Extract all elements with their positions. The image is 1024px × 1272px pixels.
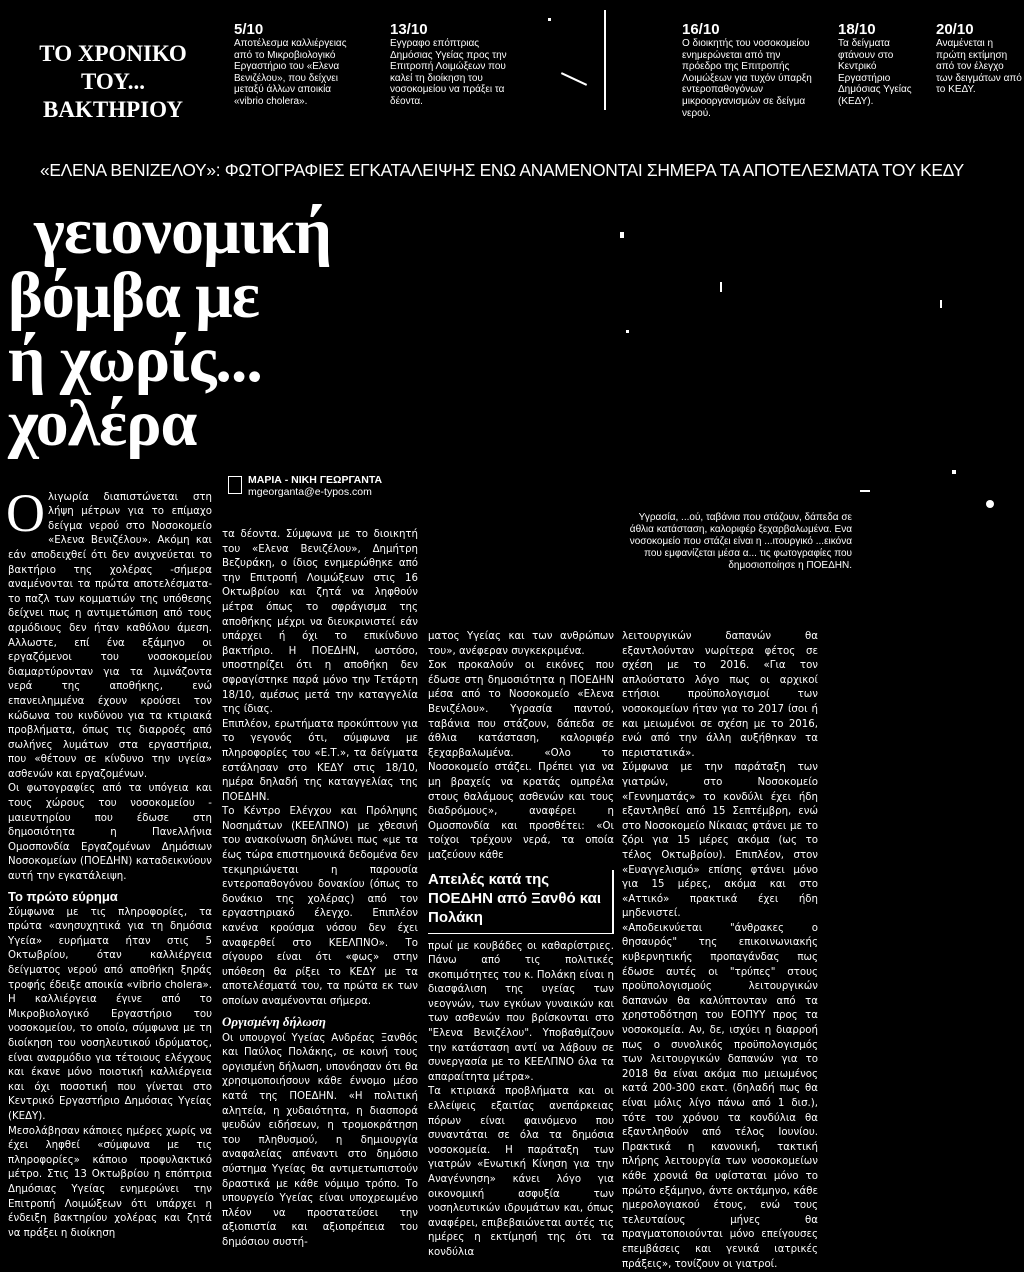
pullbox-title: Απειλές κατά της ΠΟΕΔΗΝ από Ξανθό και Πολάκη: [428, 870, 602, 926]
column-2: [222, 528, 418, 1251]
timeline-entry: [390, 22, 510, 108]
column-3: [428, 630, 614, 1261]
timeline-date: 5/10: [234, 21, 264, 38]
col4-body: λειτουργικών δαπανών θα εξαντλούνταν νωρίτερα φέτος σε σχέση με το 2016. «Για τον απλούστατο λόγο πως οι αρχικοί ετήσιοι προϋπολογισμοί των νοσοκομείων ήταν για το 2017 ίσοι ή και μειωμένοι σε σχέση με το 2016, ενώ από την άλλη αυξήθηκαν τα περιστατικά». Σύμφωνα με την παράταξη των γιατρών, στο Νοσοκομείο «Γεννηματάς» το κονδύλι έχει ήδη εξαντληθεί από 15 Σεπτέμβρη, ενώ στο Νοσοκομείο Νίκαιας φτάνει με το ζόρι για 15 μέρες ακόμα (ως το τέλος Οκτωβρίου). Επιπλέον, στον «Ευαγγελισμό» επίσης φτάνει μόνο για 15 μέρες, ακόμα και στο «Αττικό» πρακτικά έχει ήδη μηδενιστεί. «Αποδεικνύεται "άνθρακες ο θησαυρός" της επικοινωνιακής κυβερνητικής προπαγάνδας πως έδωσε αυτές οι "τρύπες" στους προϋπολογισμούς λειτουργικών δαπανών θα καλύπτονταν από τα χρηστοδότηση του ΕΟΠΥΥ προς τα νοσοκομεία. Αν, δε, ισχύει η διαρροή πως ο συνολικός προϋπολογισμός των λειτουργικών δαπανών για το 2018 θα είναι ακόμα πιο μειωμένος κατά 200-300 εκατ. (δηλαδή πως θα είναι μόλις λίγο πάνω από 1 δισ.), τότε του χρόνου τα κονδύλια θα εξαντληθούν από τέλος Ιουνίου. Πρακτικά η κανονική, τακτική πλήρης λειτουργία των νοσοκομείων κάθε χρονιά θα υφίσταται μόνο το πρώτο εξάμηνο, άντε οκτάμηνο, κάθε ημερολογιακού έτους, ενώ τους τελευταίους μήνες θα πραγματοποιούνται μόνο επείγουσες επεμβάσεις και γενικά ιατρικές πράξεις», τονίζουν οι γιατροί.: [622, 631, 818, 1270]
photo-caption: Υγρασία, ...ού, ταβάνια που στάζουν, δάπεδα σε άθλια κατάσταση, καλοριφέρ ξεχαρβαλωμένα. Ενα νοσοκομείο που στάζει είναι η ...ιτουργικό ...εικόνα που εμφανίζεται μέσα α... τις φωτογραφίες που δημοσιοποίησε η ΠΟΕΔΗΝ.: [629, 512, 852, 571]
byline: [228, 474, 428, 498]
column-4: [622, 630, 818, 1272]
chronicle-kicker: ΤΟ ΧΡΟΝΙΚΟ ΤΟΥ... ΒΑΚΤΗΡΙΟΥ: [39, 41, 187, 122]
image-artifact: [561, 72, 587, 86]
column-1: [8, 476, 212, 1241]
article-kicker: «ΕΛΕΝΑ ΒΕΝΙΖΕΛΟΥ»: ΦΩΤΟΓΡΑΦΙΕΣ ΕΓΚΑΤΑΛΕΙΨΗΣ ΕΝΩ ΑΝΑΜΕΝΟΝΤΑΙ ΣΗΜΕΡΑ ΤΑ ΑΠΟΤΕΛΕΣΜΑΤΑ ΤΟΥ ΚΕΔΥ: [40, 160, 964, 180]
timeline-date: 13/10: [390, 21, 428, 38]
col3-body2: πρωί με κουβάδες οι καθαρίστριες. Πάνω από τις πολιτικές σκοπιμότητες του κ. Πολάκη είναι η διασφάλιση της υγείας των νεογνών, των εγκύων γυναικών και των ασθενών που βρίσκονται στο "Ελενα Βενιζέλου". Υποβαθμίζουν την κατάσταση αντί να λάβουν σε συνεργασία με το ΚΕΕΛΠΝΟ όλα τα απαραίτητα μέτρα». Τα κτιριακά προβλήματα και οι ελλείψεις εξαιτίας ανεπάρκειας πόρων είναι φαινόμενο που συναντάται σε όλα τα δημόσια νοσοκομεία. Η παράταξη των γιατρών «Ενωτική Κίνηση για την Αναγέννηση» κάνει λόγο για οικονομική ασφυξία των νοσηλευτικών ιδρυμάτων και, όπως αναφέρει, επιβεβαιώνεται αυτές τις ημέρες η εκτίμησή της ότι τα κονδύλια: [428, 940, 614, 1258]
timeline-text: Εγγραφο επόπτριας Δημόσιας Υγείας προς την Επιτροπή Λοιμώξεων που καλεί τη διοίκηση του νοσοκομείου να πράξει τα δέοντα.: [390, 38, 507, 107]
timeline-entry: [936, 22, 1022, 96]
headline-line: γειονομική: [34, 195, 332, 268]
col1-body: Σύμφωνα με τις πληροφορίες, τα πρώτα «ανησυχητικά για τη δημόσια Υγεία» ευρήματα ήταν στις 5 Οκτωβρίου, όταν καλλιέργεια δείγματος νερού από αποθήκη ξηράς τροφής έδειξε αποικία «vibrio cholera». Η καλλιέργεια έγινε από το Μικροβιολογικό Εργαστήριο του νοσοκομείου, το οποίο, σύμφωνα με τη διοίκηση του νοσηλευτικού ιδρύματος, είναι αναρμόδιο για τέτοιους ελέγχους και έκανε μόνο ποιοτική καλλιέργεια και όχι ποσοτική που γίνεται στο Κεντρικό Εργαστήριο Δημόσιας Υγείας (ΚΕΔΥ). Μεσολάβησαν κάποιες ημέρες χωρίς να έχει ληφθεί «σύμφωνα με τις πληροφορίες» κάποιο προφυλακτικό μέτρο. Στις 13 Οκτωβρίου η επόπτρια Δημόσιας Υγείας ενημερώνει την Επιτροπή Λοιμώξεων ότι υπάρχει η ένδειξη βακτηρίου χολέρας και ζητά να πράξει η διοίκηση: [8, 906, 212, 1239]
image-artifact: [620, 232, 624, 238]
timeline-entry: [838, 22, 920, 108]
headline-line: χολέρα: [8, 387, 197, 460]
col2-subhead: Οργισμένη δήλωση: [222, 1013, 326, 1029]
timeline-date: 18/10: [838, 21, 876, 38]
headline-line: βόμβα με: [8, 259, 259, 332]
image-artifact: [720, 282, 722, 292]
image-artifact: [952, 470, 956, 474]
dropcap: Ο: [6, 482, 45, 543]
timeline-date: 20/10: [936, 21, 974, 38]
timeline-text: Αναμένεται η πρώτη εκτίμηση από τον έλεγχο των δειγμάτων από το ΚΕΔΥ.: [936, 38, 1022, 96]
image-artifact: [548, 18, 551, 21]
image-artifact: [986, 500, 994, 508]
col1-intro: λιγωρία διαπιστώνεται στη λήψη μέτρων για το επίμαχο δείγμα νερού στο Νοσοκομείο «Ελενα Βενιζέλου». Ακόμη και εάν αποδειχθεί ότι δεν ανιχνεύεται το βακτήριο της χολέρας -σήμερα αναμένονται τα πρώτα αποτελέσματα- το παζλ των κομματιών της υπόθεσης δείχνει πως η αντιμετώπιση από τους αρμόδιους δεν ήταν καθόλου άμεση. Αλλωστε, επί ένα εξάμηνο οι εργαζόμενοι του νοσοκομείου διαμαρτύρονταν για τα λιμνάζοντα νερά της αποθήκης, ενώ επανειλημμένα έχουν κρούσει τον κώδωνα του κινδύνου για τα κτιριακά προβλήματα, όπως τις διαρροές από σωλήνες λυμάτων στα εργαστήρια, που «θέτουν σε κίνδυνο την υγεία» ασθενών και εργαζομένων. Οι φωτογραφίες από τα υπόγεια και τους χώρους του νοσοκομείου - μαιευτηρίου που έδωσε στη δημοσιότητα η Πανελλήνια Ομοσπονδία Εργαζομένων Δημόσιων Νοσοκομείων (ΠΟΕΔΗΝ) καταδεικνύουν αυτή την εγκατάλειψη.: [8, 491, 212, 883]
author-email: mgeorganta@e-typos.com: [248, 486, 372, 498]
timeline-text: Τα δείγματα φτάνουν στο Κεντρικό Εργαστήριο Δημόσιας Υγείας (ΚΕΔΥ).: [838, 38, 912, 107]
timeline-entry: [682, 22, 812, 119]
author-icon: [228, 476, 242, 494]
timeline-text: Αποτέλεσμα καλλιέργειας από το Μικροβιολογικό Εργαστήριο του «Ελενα Βενιζέλου», που δείχνει μεταξύ άλλων αποικία «vibrio cholera».: [234, 38, 347, 107]
article-headline: [8, 195, 332, 460]
image-artifact: [940, 300, 942, 308]
col2-body: τα δέοντα. Σύμφωνα με το διοικητή του «Ελενα Βενιζέλου», Δημήτρη Βεζυράκη, ο ίδιος ενημερώθηκε από την Επιτροπή Λοιμώξεων στις 16 Οκτωβρίου και ζητά να ληφθούν μέτρα όπως το σφράγισμα της αποθήκης μέχρι να διευκρινιστεί εάν υπάρχει ή όχι το επικίνδυνο βακτήριο. Η ΠΟΕΔΗΝ, ωστόσο, υποστηρίζει ότι η αποθήκη δεν σφραγίστηκε παρά μόνο την Τετάρτη 18/10, αμέσως μετά την καταγγελία της ίδιας. Επιπλέον, ερωτήματα προκύπτουν για το γεγονός ότι, σύμφωνα με πληροφορίες του «Ε.Τ.», τα δείγματα εστάλησαν στο ΚΕΔΥ στις 18/10, ημέρα δηλαδή της καταγγελίας της ΠΟΕΔΗΝ. Το Κέντρο Ελέγχου και Πρόληψης Νοσημάτων (ΚΕΕΛΠΝΟ) με χθεσινή του ανακοίνωση δηλώνει πως «με τα έως τώρα επιστημονικά δεδομένα δεν τεκμηριώνεται η παρουσία εντεροπαθογόνου δονακίου (όπως το δονάκιο της χολέρας) από τον εργαστηριακό έλεγχο. Επιπλέον κανένα κρούσμα νόσου δεν έχει αναφερθεί στο ΚΕΕΛΠΝΟ». Το σίγουρο είναι ότι «φως» στην υπόθεση θα ρίξει το ΚΕΔΥ με τα αποτελέσματά του, τα πρώτα εκ των οποίων αναμένονται σήμερα.: [222, 529, 418, 1007]
col3-body: ματος Υγείας και των ανθρώπων του», ανέφεραν συγκεκριμένα. Σοκ προκαλούν οι εικόνες που έδωσε στη δημοσιότητα η ΠΟΕΔΗΝ μέσα από το Νοσοκομείο «Ελενα Βενιζέλου». Υγρασία παντού, ταβάνια που στάζουν, δάπεδα σε άθλια κατάσταση, καλοριφέρ ξεχαρβαλωμένα. «Ολο το Νοσοκομείο στάζει. Πρέπει για να μη βραχείς να κρατάς ομπρέλα στους θαλάμους ασθενών και τους διαδρόμους», αναφέρει η Ομοσπονδία και προσθέτει: «Οι τοίχοι τρέχουν νερά, τα οποία μαζεύουν κάθε: [428, 631, 614, 861]
image-artifact: [860, 490, 870, 492]
timeline-entry: [234, 22, 352, 108]
image-artifact: [604, 10, 606, 110]
author-name: ΜΑΡΙΑ - ΝΙΚΗ ΓΕΩΡΓΑΝΤΑ: [248, 474, 383, 486]
col3-pullbox: [428, 870, 614, 934]
col2-body2: Οι υπουργοί Υγείας Ανδρέας Ξανθός και Παύλος Πολάκης, σε κοινή τους οργισμένη δήλωση, υπονόησαν ότι θα χρησιμοποιήσουν κάθε έννομο μέσο κατά της ΠΟΕΔΗΝ. «Η πολιτική αλητεία, η χυδαιότητα, η διασπορά ψευδών ειδήσεων, η τρομοκράτηση του πληθυσμού, η δημιουργία αναφαλείας απέναντι στο δημόσιο σύστημα Υγείας θα αντιμετωπιστούν δραστικά με κάθε νόμιμο τρόπο. Το υπουργείο Υγείας είναι υποχρεωμένο πλέον να προστατεύσει την αξιοπιστία και αξιοπρέπεια του δημόσιου συστή-: [222, 1032, 418, 1248]
timeline-date: 16/10: [682, 21, 720, 38]
headline-line: ή χωρίς...: [8, 323, 262, 396]
col1-subhead: Το πρώτο εύρημα: [8, 888, 118, 904]
image-artifact: [626, 330, 629, 333]
timeline-text: Ο διοικητής του νοσοκομείου ενημερώνεται από την πρόεδρο της Επιτροπής Λοιμώξεων για τυχόν ύπαρξη εντεροπαθογόνων μικροοργανισμών σε δείγμα νερού.: [682, 38, 812, 119]
